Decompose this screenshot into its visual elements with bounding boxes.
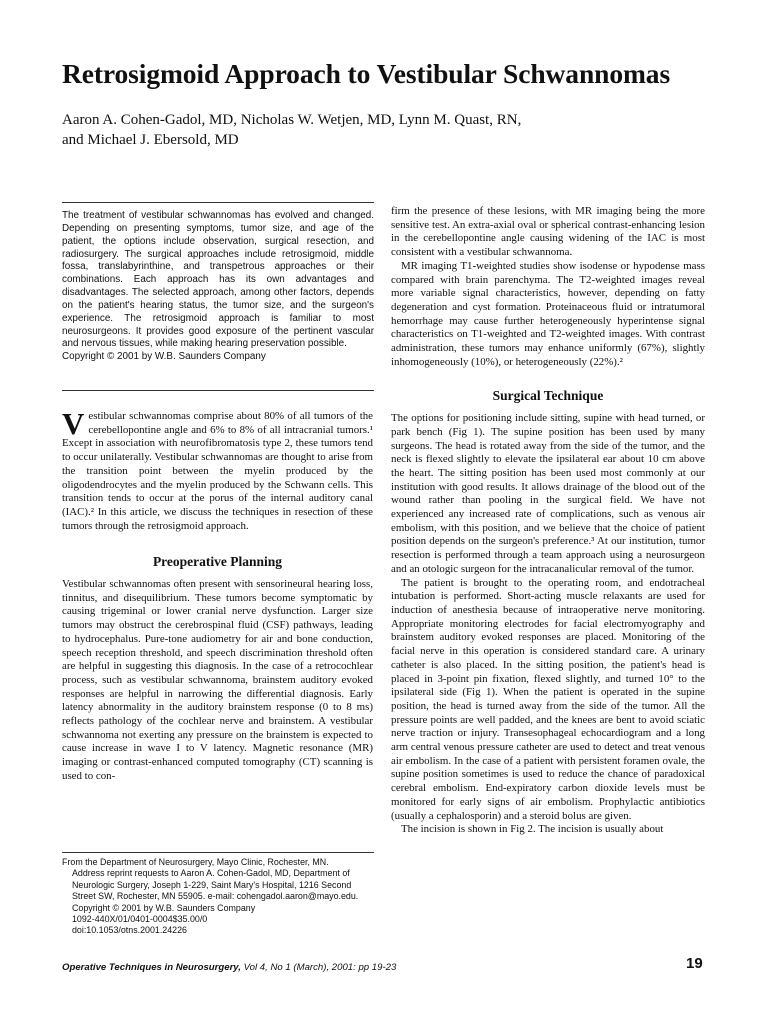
footnote-rule <box>62 852 374 853</box>
footnote-copyright: Copyright © 2001 by W.B. Saunders Company <box>72 902 256 913</box>
paragraph: The options for positioning include sitting, supine with head turned, or park bench (Fig 1). The supine position has been used by many surgeons. The head is rotated away from the side of the tumor, and the neck is flexed slightly to elevate the ipsilateral ear about 10 cm above the heart. The sitting position has been used most commonly at our institution with good results. It allows drainage of the blood out of the wound rather than pooling in the surgical field. We have not experienced any increased rate of complications, such as venous air embolism, with this position, and we believe that the choice of patient position depends on the surgeon's preference.³ At our institution, tumor resection is performed through a team approach using a neurosurgeon and an otologic surgeon for the intracanalicular removal of the tumor. <box>391 412 705 575</box>
abstract <box>62 210 374 364</box>
footnote-affiliation: From the Department of Neurosurgery, Mayo Clinic, Rochester, MN. <box>62 857 329 867</box>
footnote-reprint: Address reprint requests to Aaron A. Cohen-Gadol, MD, Department of Neurologic Surgery, Joseph 1-229, Saint Mary's Hospital, 1216 Second Street SW, Rochester, MN 55905. e-mail: cohengadol.aaron@mayo.edu. <box>72 868 359 902</box>
paragraph: firm the presence of these lesions, with MR imaging being the more sensitive test. An extra-axial oval or spherical contrast-enhancing lesion in the cerebellopontine angle causing widening of the IAC is most consistent with a vestibular schwannoma. <box>391 205 705 259</box>
section-heading-surgical: Surgical Technique <box>492 388 604 404</box>
page-number: 19 <box>686 955 703 972</box>
author-list <box>62 111 622 150</box>
intro-text: estibular schwannomas comprise about 80% of all tumors of the cerebellopontine angle and 6% to 8% of all intracranial tumors.¹ Except in association with neurofibromatosis type 2, these tumors tend to occur unilaterally. Vestibular schwannomas are thought to arise from the transition point between the myelin produced by the oligodendrocytes and the myelin produced by the Schwann cells. This transition tends to occur at the porus of the internal auditory canal (IAC).² In this article, we discuss the techniques in resection of these tumors through the retrosigmoid approach. <box>62 410 373 532</box>
footnote <box>62 857 374 937</box>
author-line: and Michael J. Ebersold, MD <box>62 131 239 148</box>
abstract-copyright: Copyright © 2001 by W.B. Saunders Company <box>62 351 266 363</box>
section-heading-preoperative: Preoperative Planning <box>152 554 283 570</box>
right-column <box>391 205 705 837</box>
citation-details: Vol 4, No 1 (March), 2001: pp 19-23 <box>240 962 397 973</box>
paragraph: The patient is brought to the operating room, and endotracheal intubation is performed. Short-acting muscle relaxants are used for induction of anesthesia because of intraoperative nerve monitoring. Appropriate monitoring electrodes for facial electromyography and brainstem auditory evoked responses are placed. Monitoring of the facial nerve in this operation is considered standard care. A urinary catheter is also placed. In the sitting position, the patient's head is placed in 3-point pin fixation, flexed slightly, and turned 10° to the ipsilateral side (Fig 1). When the patient is operated in the supine position, the head is turned away from the side of the tumor. All the pressure points are well padded, and the knees are bent to avoid sciatic nerve traction or injury. Transesophageal echocardiogram and a long arm central venous pressure catheter are used to detect and treat venous air embolism. In the case of a patient with persistent foramen ovale, the supine position sometimes is used to reduce the chance of paradoxical cerebral embolism. End-expiratory carbon dioxide levels must be monitored for early signs of air embolism. Prophylactic antibiotics (usually a cephalosporin) and a steroid bolus are given. <box>391 576 705 822</box>
author-line: Aaron A. Cohen-Gadol, MD, Nicholas W. Wetjen, MD, Lynn M. Quast, RN, <box>62 112 522 128</box>
journal-name: Operative Techniques in Neurosurgery, <box>62 962 241 973</box>
footnote-doi: doi:10.1053/otns.2001.24226 <box>72 925 187 936</box>
footnote-issn: 1092-440X/01/0401-0004$35.00/0 <box>72 914 208 925</box>
left-column <box>62 406 373 784</box>
paragraph: MR imaging T1-weighted studies show isodense or hypodense mass compared with brain parenchyma. The T2-weighted images reveal more variable signal characteristics, however, depending on fatty degeneration and cyst formation. Proteinaceous fluid or intratumoral hemorrhage may cause further heterogeneously hyperintense signal characteristics on T1-weighted and T2-weighted images. With contrast administration, these tumors may enhance uniformly (67%), slightly inhomogeneously (10%), or heterogeneously (22%).² <box>391 259 705 368</box>
intro-paragraph <box>62 406 373 533</box>
abstract-text: The treatment of vestibular schwannomas has evolved and changed. Depending on presenting symptoms, tumor size, and age of the patient, the options include observation, surgical resection, and radiosurgery. The surgical approaches include retrosigmoid, middle fossa, translabyrinthine, and transpetrous approaches or their combinations. Each approach has its own advantages and disadvantages. The selected approach, among other factors, depends on the patient's hearing status, the tumor size, and the surgeon's experience. The retrosigmoid approach is familiar to most neurosurgeons. It provides good exposure of the pertinent vascular and nervous tissues, while making hearing preservation possible. <box>62 210 374 350</box>
article-title: Retrosigmoid Approach to Vestibular Schwannomas <box>62 58 671 89</box>
abstract-top-rule <box>62 202 374 203</box>
preop-paragraph: Vestibular schwannomas often present with sensorineural hearing loss, tinnitus, and disequilibrium. These tumors become symptomatic by causing trigeminal or lower cranial nerve dysfunction. Larger size tumors may obstruct the cerebrospinal fluid (CSF) pathways, leading to hydrocephalus. Pure-tone audiometry for air and bone conduction, speech reception threshold, and speech discrimination threshold often are helpful in suggesting this diagnosis. In the case of a retrocochlear process, such as vestibular schwannoma, brainstem auditory evoked responses are helpful in narrowing the differential diagnosis. Early latency abnormality in the auditory brainstem response (0 to 8 ms) reflects pathology of the cochlear nerve and brainstem. A vestibular schwannoma not exerting any pressure on the brainstem is expected to cause increase in wave I to V latency. Magnetic resonance (MR) imaging or contrast-enhanced computed tomography (CT) scanning is used to con- <box>62 578 373 782</box>
drop-cap: V <box>62 406 85 441</box>
abstract-bottom-rule <box>62 390 374 391</box>
paragraph: The incision is shown in Fig 2. The incision is usually about <box>401 823 664 836</box>
journal-citation <box>62 962 396 973</box>
